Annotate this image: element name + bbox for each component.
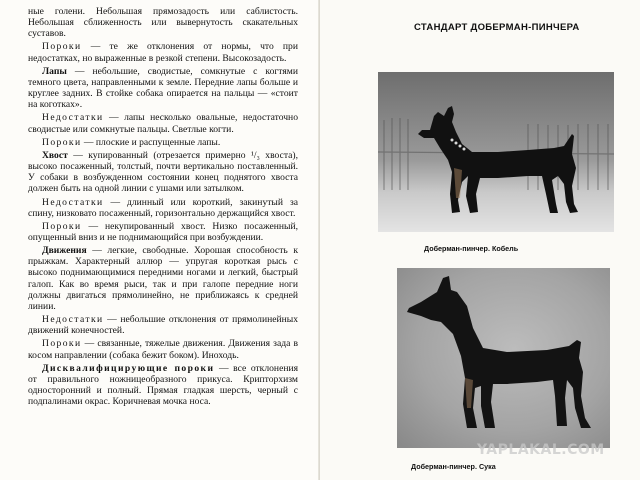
- text-paragraph: [28, 150, 298, 195]
- paragraph-text: — связанные, тяжелые движения. Движения зада в косом направлении (собака бежит боком). Иноходь.: [28, 338, 298, 361]
- paragraph-term: Недостатки: [42, 314, 104, 326]
- photo-doberman-male: [378, 72, 614, 232]
- page-title: СТАНДАРТ ДОБЕРМАН-ПИНЧЕРА: [414, 22, 580, 33]
- paragraph-text: — небольшие отклонения от прямолинейных движений конечностей.: [28, 314, 298, 337]
- text-paragraph: [28, 197, 298, 219]
- paragraph-term: Пороки: [42, 41, 82, 53]
- text-paragraph: [28, 66, 298, 111]
- text-paragraph: [28, 112, 298, 134]
- paragraph-term: Недостатки: [42, 112, 104, 124]
- paragraph-text: — легкие, свободные. Хорошая способность к прыжкам. Характерный аллюр — упругая короткая рысь с высоко поднимающимися передними ногами и легкий, быстрый галоп. Как во время рыси, так и при галопе передние ноги должны двигаться прямолинейно, не приближаясь к средней линии.: [28, 245, 298, 312]
- paragraph-text: — плоские и распущенные лапы.: [81, 136, 221, 148]
- watermark: YAPLAKAL.COM: [477, 442, 605, 458]
- paragraph-term: Хвост: [42, 149, 68, 161]
- paragraph-term: Пороки: [42, 136, 82, 148]
- text-paragraph: [28, 221, 298, 243]
- photo-doberman-female: [397, 268, 610, 448]
- paragraph-term: Пороки: [42, 338, 82, 350]
- text-paragraph: [28, 314, 298, 336]
- paragraph-term: Дисквалифицирующие пороки: [42, 362, 215, 374]
- paragraph-text: — небольшие, сводистые, сомкнутые с когтями темного цвета, направленными к земле. Передние лапы больше и круглее задних. В стойке собака опирается на пальцы — «стоит на коготках».: [28, 65, 298, 111]
- text-paragraph: [28, 338, 298, 360]
- text-paragraph: [28, 41, 298, 63]
- paragraph-text: — те же отклонения от нормы, что при недостатках, но выраженные в резкой степени. Высокозадость.: [28, 41, 298, 64]
- photo-caption-male: Доберман-пинчер. Кобель: [424, 244, 519, 253]
- paragraph-text: — лапы несколько овальные, недостаточно сводистые или сомкнутые пальцы. Светлые когти.: [28, 112, 298, 135]
- paragraph-term: Движения: [42, 245, 87, 257]
- paragraph-term: Лапы: [42, 65, 67, 77]
- standard-text-column: [28, 6, 298, 409]
- paragraph-text: — купированный (отрезается примерно ¹/₃ хвоста), высоко посаженный, толстый, почти вертикально поставленный. У собаки в возбужденном состоянии конец поднятого хвоста должен быть на одной линии с ушами или затылком.: [28, 149, 298, 195]
- paragraph-text: ные голени. Небольшая прямозадость или саблистость. Небольшая сближенность или вывернутость скакательных суставов.: [28, 6, 298, 40]
- paragraph-term: Пороки: [42, 220, 82, 232]
- paragraph-text: — все отклонения от правильного ножницеобразного прикуса. Крипторхизм односторонний и полный. Прямая гладкая шерсть, черный с подпалинами окрас. Коричневая мочка носа.: [28, 362, 299, 408]
- text-paragraph: [28, 363, 298, 408]
- paragraph-text: — некупированный хвост. Низко посаженный, опущенный вниз и не поднимающийся при возбуждении.: [28, 220, 298, 243]
- text-paragraph: [28, 6, 298, 39]
- text-paragraph: [28, 137, 298, 148]
- paragraph-text: — длинный или короткий, закинутый за спину, низковато посаженный, горизонтально держащийся хвост.: [28, 196, 298, 219]
- paragraph-term: Недостатки: [42, 196, 104, 208]
- text-paragraph: [28, 245, 298, 312]
- photo-caption-female: Доберман-пинчер. Сука: [411, 462, 496, 471]
